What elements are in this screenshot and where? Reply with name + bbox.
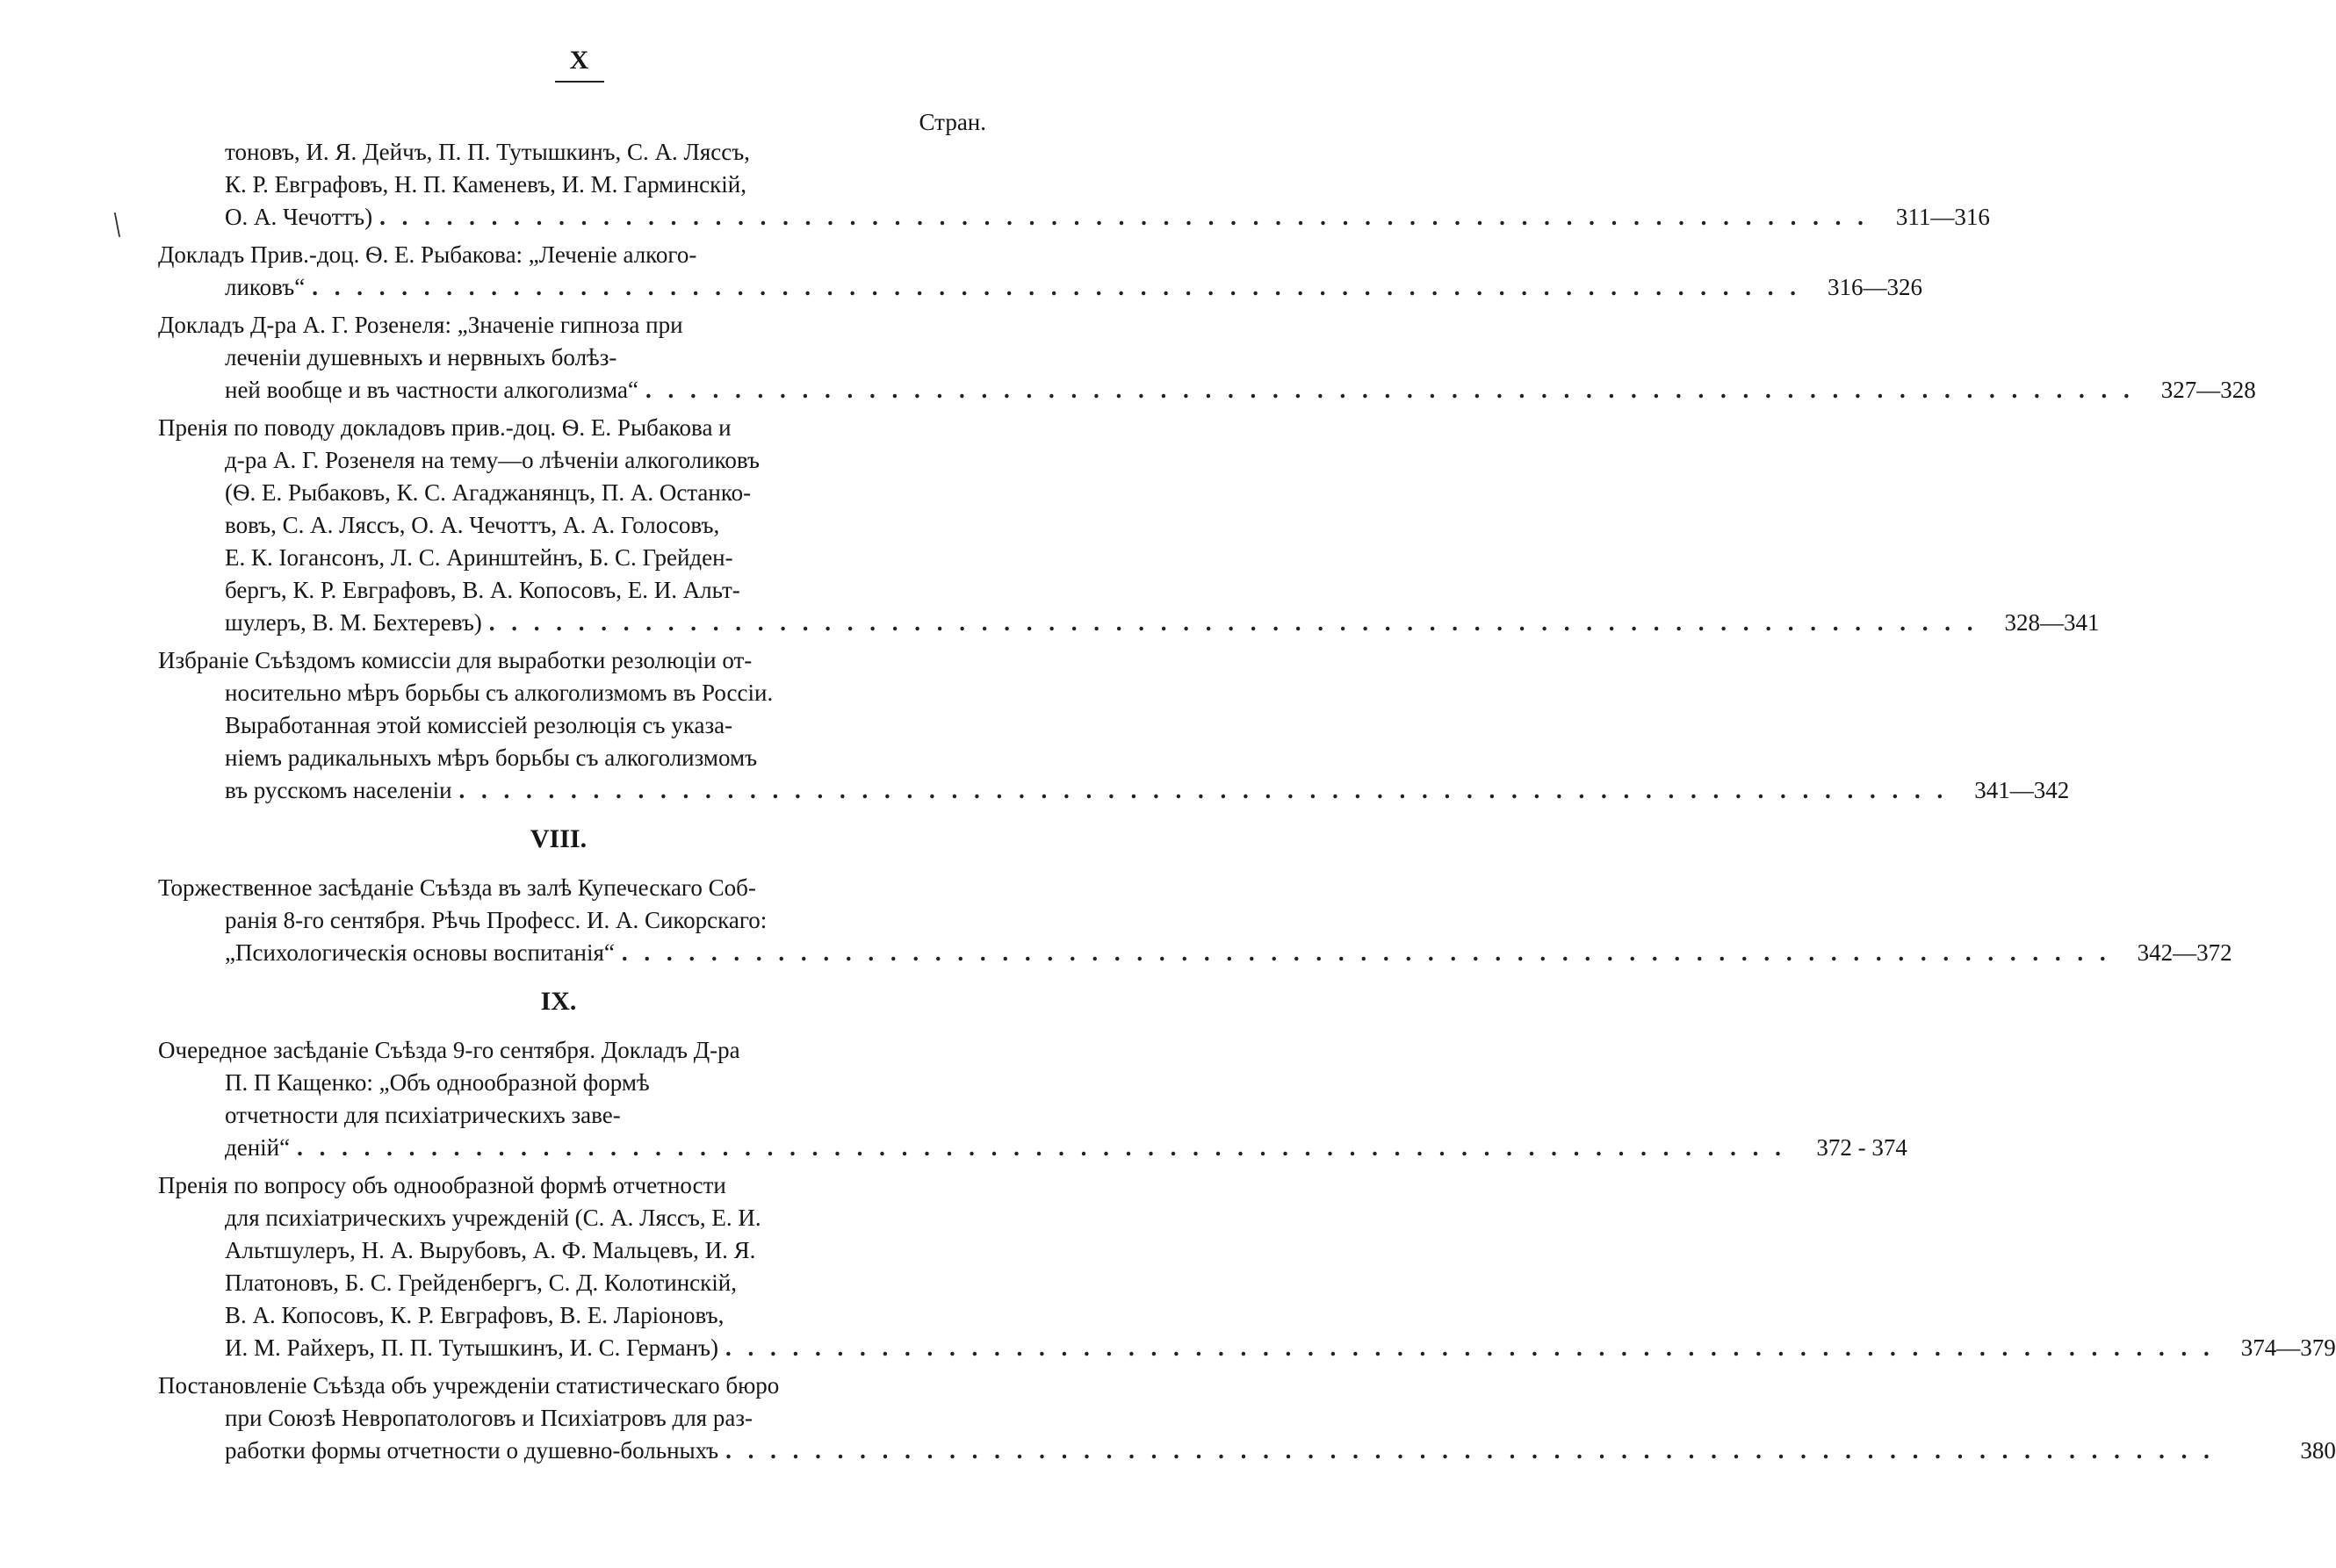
page-range: 341—342 xyxy=(1974,777,2070,803)
toc-entry-line: Избраніе Съѣздомъ комиссіи для выработки резолюціи от- xyxy=(158,647,753,673)
page-range: 342—372 xyxy=(2137,939,2232,966)
toc-entry-line: (Ѳ. Е. Рыбаковъ, К. С. Агаджанянцъ, П. А. Останко- xyxy=(225,479,752,506)
toc-entry-line: при Союзѣ Невропатологовъ и Психіатровъ для раз- xyxy=(225,1405,753,1431)
dot-leader xyxy=(379,201,1869,234)
page-range: 374—379 xyxy=(2240,1334,2336,1361)
toc-entry-line: ранія 8-го сентября. Рѣчь Професс. И. А. Сикорскаго: xyxy=(225,907,768,933)
toc-entry-line: вовъ, С. А. Ляссъ, О. А. Чечоттъ, А. А. Голосовъ, xyxy=(225,512,720,538)
page-range: 316—326 xyxy=(1827,274,1922,300)
dot-leader xyxy=(645,374,2135,406)
toc-entry-line: Е. К. Іогансонъ, Л. С. Аринштейнъ, Б. С. Грейден- xyxy=(225,544,733,571)
toc-entry-line: деній“ xyxy=(225,1134,291,1161)
toc-entry-line: въ русскомъ населеніи xyxy=(225,777,452,803)
toc-entry-line: Торжественное засѣданіе Съѣзда въ залѣ Купеческаго Соб- xyxy=(158,874,756,901)
toc-entry-line: отчетности для психіатрическихъ заве- xyxy=(225,1102,621,1128)
dot-leader xyxy=(725,1332,2215,1364)
toc-entry-line: Пренія по вопросу объ однообразной формѣ отчетности xyxy=(158,1172,726,1198)
toc-entry xyxy=(158,239,1922,304)
toc-entry-line: Альтшулеръ, Н. А. Вырубовъ, А. Ф. Мальцевъ, И. Я. xyxy=(225,1237,756,1263)
toc-entry xyxy=(158,412,2100,639)
toc-entry-line: ней вообще и въ частности алкоголизма“ xyxy=(225,377,638,403)
toc-entry-line: леченіи душевныхъ и нервныхъ болѣз- xyxy=(225,344,617,370)
page-folio: X xyxy=(569,46,590,75)
toc-entry-line: д-ра А. Г. Розенеля на тему—о лѣченіи алкоголиковъ xyxy=(225,447,760,473)
toc-entry-line: Выработанная этой комиссіей резолюція съ указа- xyxy=(225,712,733,738)
dot-leader xyxy=(725,1435,2215,1467)
toc-entry-line: шулеръ, В. М. Бехтеревъ) xyxy=(225,609,482,636)
toc-entry-line: И. М. Райхеръ, П. П. Тутышкинъ, И. С. Германъ) xyxy=(225,1334,719,1361)
toc-entry-line: Докладъ Прив.-доц. Ѳ. Е. Рыбакова: „Леченіе алкого- xyxy=(158,241,697,268)
toc-entry-line: „Психологическія основы воспитанія“ xyxy=(225,939,615,966)
toc-entry-line: бергъ, К. Р. Евграфовъ, В. А. Копосовъ, Е. И. Альт- xyxy=(225,577,740,603)
toc-entry-line: тоновъ, И. Я. Дейчъ, П. П. Тутышкинъ, С. А. Ляссъ, xyxy=(225,139,750,165)
toc-entry-line: К. Р. Евграфовъ, Н. П. Каменевъ, И. М. Гарминскій, xyxy=(225,171,746,198)
toc-entry xyxy=(158,1034,1907,1164)
pages-column-heading: Стран. xyxy=(919,109,986,135)
toc-entry xyxy=(158,872,2232,969)
page-range: 380 xyxy=(2300,1437,2336,1464)
page-range: 372 - 374 xyxy=(1816,1134,1907,1161)
toc-entry xyxy=(158,309,2256,406)
dot-leader xyxy=(297,1132,1786,1164)
toc-entry xyxy=(158,1370,2336,1467)
dot-leader xyxy=(489,607,1979,639)
page-range: 311—316 xyxy=(1895,204,1990,230)
toc-entry-line: носительно мѣръ борьбы съ алкоголизмомъ въ Россіи. xyxy=(225,680,774,706)
toc-entry-line: для психіатрическихъ учрежденій (С. А. Ляссъ, Е. И. xyxy=(225,1205,761,1231)
toc-entry-line: Постановленіе Съѣзда объ учрежденіи статистическаго бюро xyxy=(158,1372,780,1399)
toc-entry-line: Докладъ Д-ра А. Г. Розенеля: „Значеніе гипноза при xyxy=(158,312,683,338)
toc-entry-line: ликовъ“ xyxy=(225,274,306,300)
toc-entry-line: О. А. Чечоттъ) xyxy=(225,204,373,230)
folio-rule xyxy=(555,81,604,83)
margin-pencil-mark: \ xyxy=(109,204,126,245)
toc-entry-line: В. А. Копосовъ, К. Р. Евграфовъ, В. Е. Ларіоновъ, xyxy=(225,1302,725,1328)
toc-entry-line: Платоновъ, Б. С. Грейденбергъ, С. Д. Колотинскій, xyxy=(225,1270,737,1296)
page-range: 327—328 xyxy=(2160,377,2256,403)
toc-entry-line: Пренія по поводу докладовъ прив.-доц. Ѳ. Е. Рыбакова и xyxy=(158,414,732,441)
section-number: VIII. xyxy=(530,824,588,853)
toc-entry xyxy=(158,136,1990,234)
toc-entry-line: работки формы отчетности о душевно-больныхъ xyxy=(225,1437,719,1464)
dot-leader xyxy=(622,937,2111,969)
dot-leader xyxy=(312,271,1801,304)
toc-entry-line: ніемъ радикальныхъ мѣръ борьбы съ алкоголизмомъ xyxy=(225,744,758,771)
toc-entry xyxy=(158,1169,2336,1364)
table-of-contents xyxy=(158,136,2336,1472)
toc-entry xyxy=(158,644,2070,807)
dot-leader xyxy=(459,774,1949,807)
page-range: 328—341 xyxy=(2004,609,2100,636)
section-number: IX. xyxy=(540,987,577,1016)
toc-entry-line: П. П Кащенко: „Объ однообразной формѣ xyxy=(225,1069,650,1096)
toc-entry-line: Очередное засѣданіе Съѣзда 9-го сентября. Докладъ Д-ра xyxy=(158,1037,740,1063)
